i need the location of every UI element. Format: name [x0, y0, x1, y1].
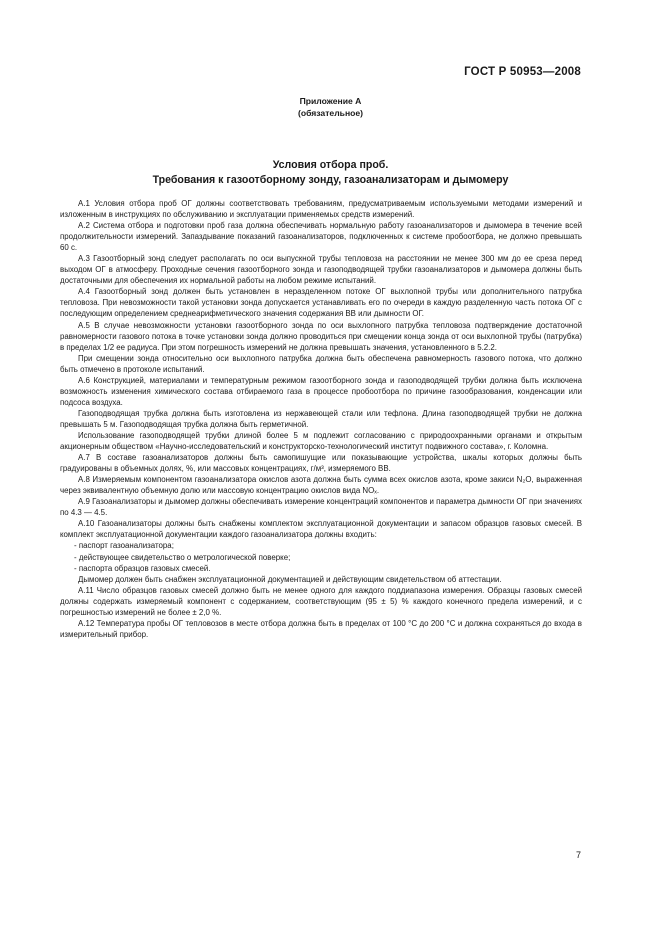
paragraph-a12: А.12 Температура пробы ОГ тепловозов в месте отбора должна быть в пределах от 100 °С до 200 °С и должна сохраняться до входа в измерительный прибор. [60, 618, 582, 639]
paragraph-a1: А.1 Условия отбора проб ОГ должны соответствовать требованиям, предусматриваемым используемыми методами измерений и изложенным в инструкциях по обслуживанию и эксплуатации применяемых средств измерений. [60, 199, 582, 220]
paragraph-a10: А.10 Газоанализаторы должны быть снабжены комплектом эксплуатационной документации и запасом образцов газовых смесей. В комплект эксплуатационной документации каждого газоанализатора должны входить: [60, 519, 582, 540]
paragraph-a5-cont: При смещении зонда относительно оси выхлопного патрубка должна быть обеспечена равномерность газового потока, что должно быть отмечено в протоколе испытаний. [60, 353, 582, 374]
annex-title: Приложение А [299, 96, 362, 106]
annex-heading [0, 95, 661, 119]
section-title-line-2: Требования к газоотборному зонду, газоанализаторам и дымомеру [152, 174, 509, 186]
paragraph-a10-cont: Дымомер должен быть снабжен эксплуатационной документацией и действующим свидетельством об аттестации. [78, 574, 502, 584]
paragraph-a11: А.11 Число образцов газовых смесей должно быть не менее одного для каждого поддиапазона измерения. Образцы газовых смесей должны содержать измеряемый компонент с содержанием, соответствующим (95 ± 5) % каждого конечного предела измерений, и с погрешностью измерений не более ± 2,0 %. [60, 585, 582, 617]
annex-status: (обязательное) [297, 108, 364, 118]
list-item: - паспорт газоанализатора; [74, 541, 174, 551]
page-number: 7 [575, 850, 581, 860]
paragraph-a6-cont-2: Использование газоподводящей трубки длиной более 5 м подлежит согласованию с природоохранными органами и открытым акционерным обществом «Научно-исследовательский и конструкторско-технологический институт подвижного состава», г. Коломна. [60, 430, 582, 452]
paragraph-a8: А.8 Измеряемым компонентом газоанализатора окислов азота должна быть сумма всех окислов азота, кроме закиси N₂O, выраженная через эквивалентную объемную долю или массовую концентрацию окислов вида NOₓ. [60, 475, 582, 496]
paragraph-a2: А.2 Система отбора и подготовки проб газа должна обеспечивать нормальную работу газоанализаторов и дымомера в течение всей продолжительности измерений. Запаздывание показаний газоанализаторов, подключенных к системе пробоотбора, не должно превышать 60 с. [60, 221, 582, 253]
paragraph-a7: А.7 В составе газоанализаторов должны быть самопишущие или показывающие устройства, шкалы которых должны быть градуированы в объемных долях, %, или массовых концентрациях, г/м³, измеряемого ВВ. [60, 453, 582, 474]
paragraph-a9: А.9 Газоанализаторы и дымомер должны обеспечивать измерение концентраций компонентов и параметра дымности ОГ при значениях по 4.3 — 4.5. [60, 497, 582, 518]
list-item: - действующее свидетельство о метрологической поверке; [74, 552, 291, 562]
paragraph-a6-cont-1: Газоподводящая трубка должна быть изготовлена из нержавеющей стали или тефлона. Длина газоподводящей трубки не должна превышать 5 м. Газоподводящая трубка должна быть герметичной. [60, 408, 582, 429]
paragraph-a4: А.4 Газоотборный зонд должен быть установлен в неразделенном потоке ОГ выхлопной трубы или дополнительного патрубка тепловоза. При невозможности такой установки зонда допускается устанавливать его по очереди в каждую разделенную часть потока ОГ с последующим определением среднеарифметического значения содержания ВВ или дымности ОГ. [60, 287, 582, 319]
paragraph-a6: А.6 Конструкцией, материалами и температурным режимом газоотборного зонда и газоподводящей трубки должна быть исключена возможность изменения химического состава отбираемого газа в процессе пробоотбора по причине газообразования, конденсации или подсоса воздуха. [60, 375, 582, 407]
section-title [0, 158, 661, 188]
paragraph-a5: А.5 В случае невозможности установки газоотборного зонда по оси выхлопного патрубка тепловоза подтверждение достаточной равномерности газового потока в точке установки зонда должно проводиться при смещении конца зонда от оси выхлопной трубы (патрубка) в пределах 1/2 ее радиуса. При этом погрешность измерений не должна превышать значения, установленного в 5.2.2. [60, 320, 582, 352]
section-title-line-1: Условия отбора проб. [272, 159, 389, 171]
body-text [60, 198, 582, 640]
list-item: - паспорта образцов газовых смесей. [74, 563, 211, 573]
document-code: ГОСТ Р 50953—2008 [464, 66, 581, 78]
paragraph-a3: А.3 Газоотборный зонд следует располагать по оси выпускной трубы тепловоза на расстоянии не менее 300 мм до ее среза перед выходом ОГ в атмосферу. Проходные сечения газоотборного зонда и газоподводящей трубки газоанализаторов и дымомера должны быть достаточными для обеспечения их нормальной работы на любом режиме испытаний. [60, 254, 582, 286]
